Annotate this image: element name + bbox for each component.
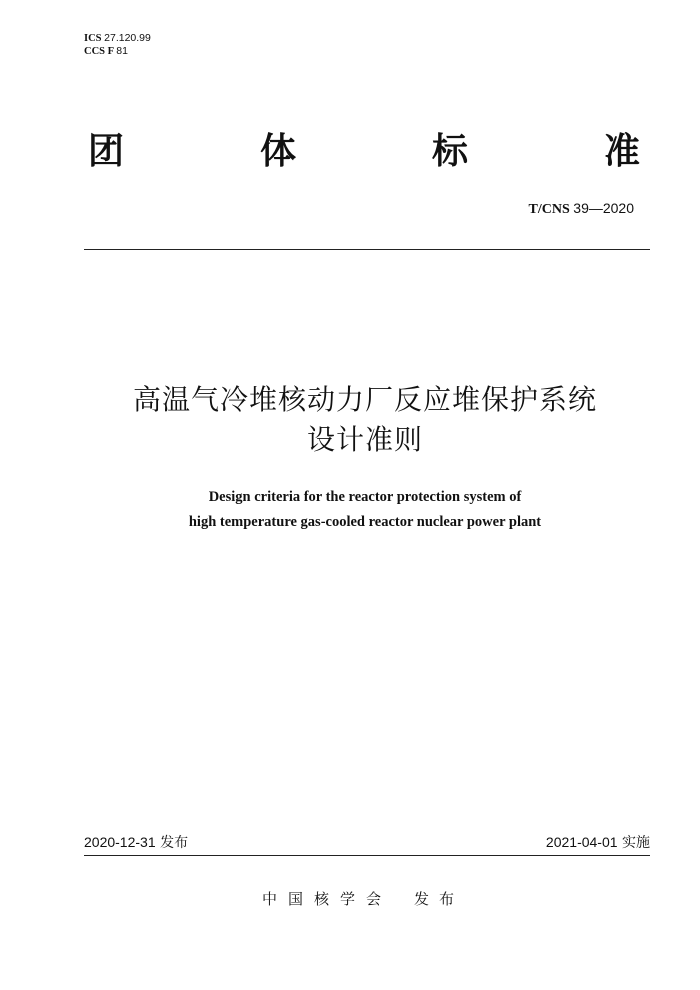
- top-divider: [84, 249, 650, 250]
- ics-code-line: ICS 27.120.99: [84, 32, 151, 44]
- publisher-name: 中国核学会: [262, 890, 393, 908]
- standard-type-heading: [88, 128, 640, 176]
- classification-codes: [84, 32, 151, 58]
- issue-date: 2020-12-31 发布: [84, 834, 189, 851]
- standard-type-char: 标: [431, 131, 468, 172]
- publisher-line: [262, 887, 464, 911]
- english-title: [60, 485, 670, 535]
- standard-type-char: 准: [603, 131, 640, 172]
- standard-type-char: 团: [88, 131, 125, 172]
- chinese-title: [60, 380, 670, 460]
- bottom-divider: [84, 855, 650, 856]
- english-title-line: high temperature gas-cooled reactor nuclear power plant: [188, 514, 542, 530]
- ccs-code-line: CCS F 81: [84, 45, 128, 57]
- publish-action: 发布: [414, 890, 465, 908]
- english-title-line: Design criteria for the reactor protection system of: [208, 489, 522, 505]
- chinese-title-line: 高温气冷堆核动力厂反应堆保护系统: [132, 383, 597, 416]
- standard-type-char: 体: [259, 131, 296, 172]
- standard-number: T/CNS 39—2020: [528, 200, 634, 217]
- implementation-date: 2021-04-01 实施: [545, 834, 650, 851]
- chinese-title-line: 设计准则: [306, 423, 423, 456]
